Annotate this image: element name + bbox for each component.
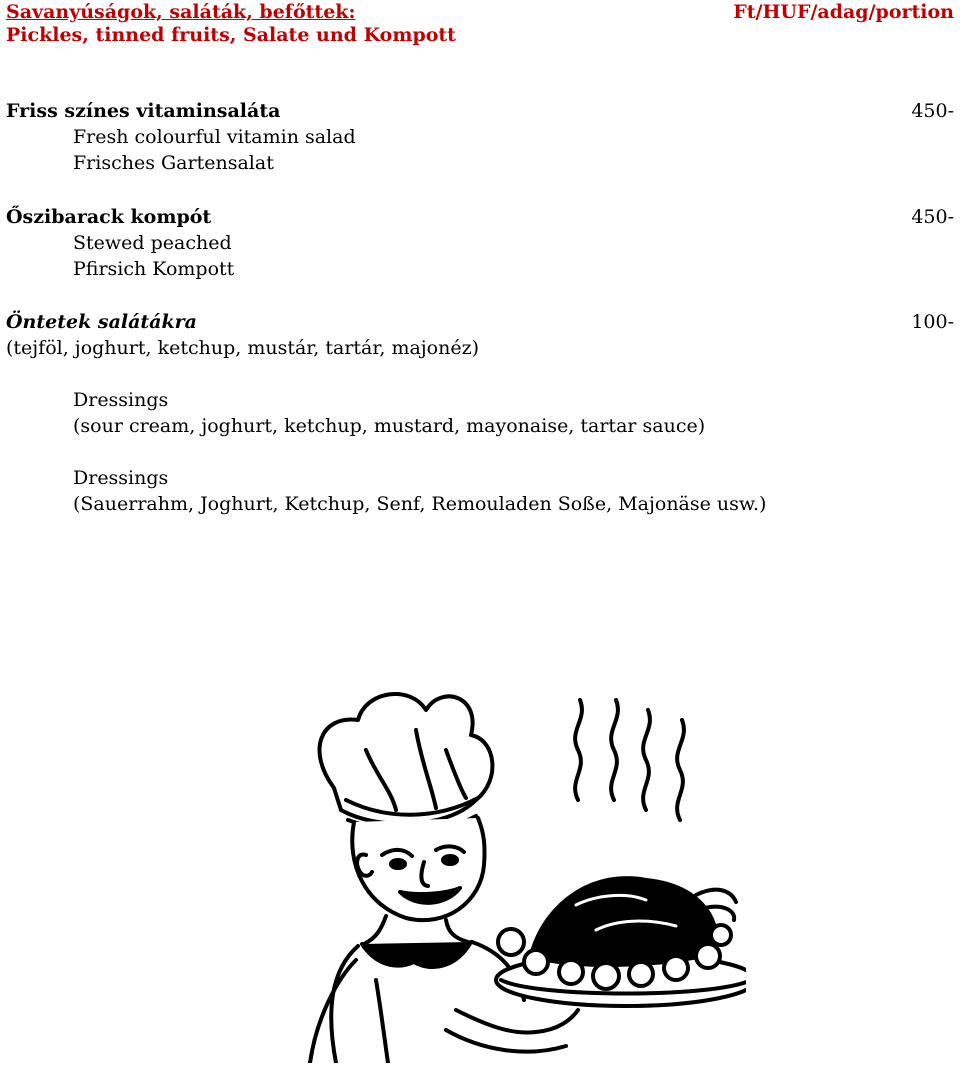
- dressing-list-german: (Sauerrahm, Joghurt, Ketchup, Senf, Remouladen Soße, Majonäse usw.): [73, 493, 767, 515]
- menu-item-dressings: [6, 309, 954, 517]
- menu-section-header: [6, 0, 954, 48]
- item-name: Friss színes vitaminsaláta: [6, 100, 281, 122]
- item-price: 450-: [911, 100, 954, 122]
- item-name-german: Pfirsich Kompott: [73, 258, 235, 280]
- item-name-english: Fresh colourful vitamin salad: [73, 126, 356, 148]
- item-name-english: Stewed peached: [73, 232, 232, 254]
- section-title: Savanyúságok, saláták, befőttek:: [6, 1, 356, 23]
- chef-with-roast-platter-illustration: [296, 680, 746, 1063]
- dressing-title-english: Dressings: [73, 389, 169, 411]
- price-unit-label: Ft/HUF/adag/portion: [733, 1, 954, 23]
- item-name-german: Frisches Gartensalat: [73, 152, 274, 174]
- dressing-title-german: Dressings: [73, 467, 169, 489]
- chef-illustration-svg: [296, 680, 746, 1063]
- menu-item-vitamin-salad: [6, 98, 954, 176]
- dressing-list-english: (sour cream, joghurt, ketchup, mustard, mayonaise, tartar sauce): [73, 415, 706, 437]
- item-name: Őszibarack kompót: [6, 206, 212, 228]
- menu-item-peach-compote: [6, 204, 954, 282]
- item-price: 100-: [911, 311, 954, 333]
- dressing-list-hungarian: (tejföl, joghurt, ketchup, mustár, tartár, majonéz): [6, 337, 480, 359]
- section-subtitle: Pickles, tinned fruits, Salate und Kompott: [6, 24, 456, 46]
- item-name: Öntetek salátákra: [6, 311, 197, 333]
- item-price: 450-: [911, 206, 954, 228]
